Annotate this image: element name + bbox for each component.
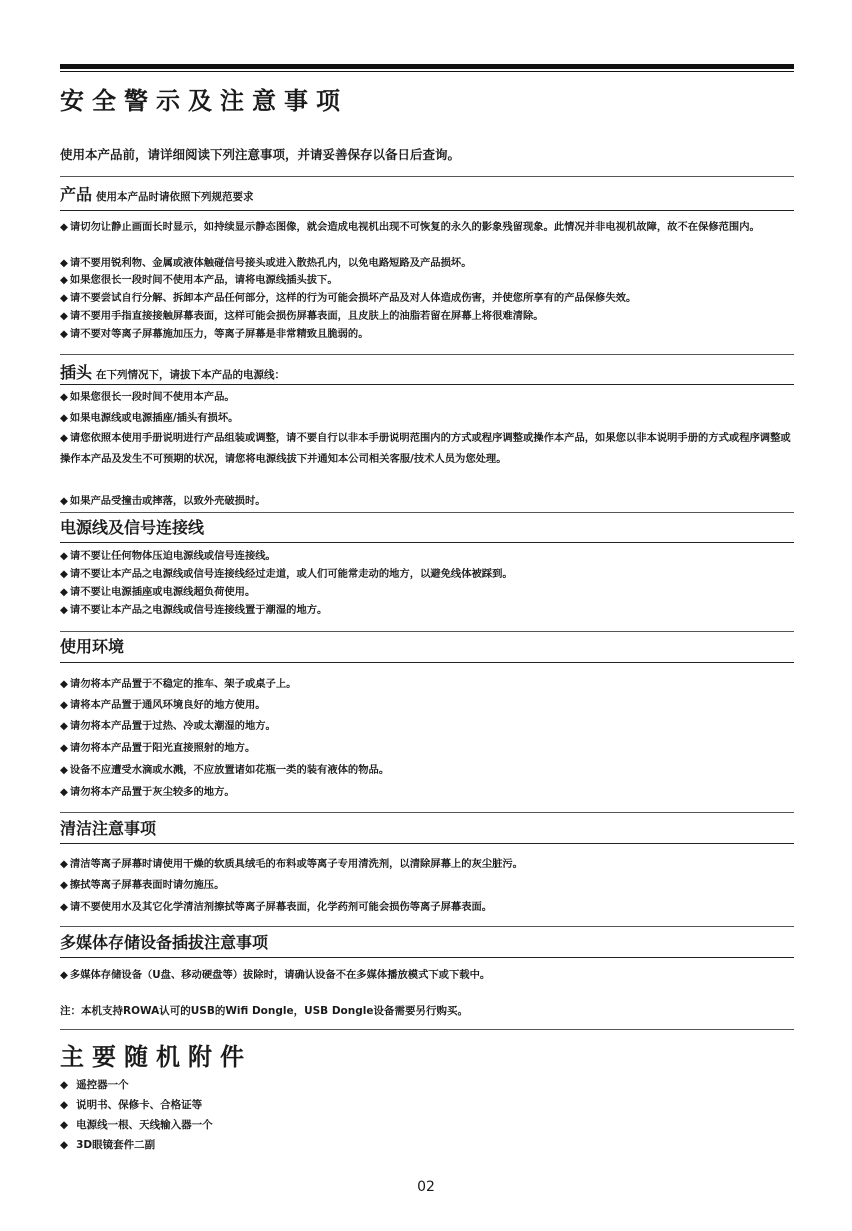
page-number: 02 <box>417 1179 435 1195</box>
bullet-icon: ◆ <box>60 901 68 913</box>
divider <box>60 384 794 385</box>
divider <box>60 926 794 927</box>
section-plug-heading <box>60 362 285 386</box>
list-item: ◆ 请不要让本产品之电源线或信号连接线经过走道，或人们可能常走动的地方，以避免线体被踩到。 <box>60 568 513 580</box>
bullet-icon: ◆ <box>60 328 68 340</box>
bullet-icon: ◆ <box>60 1099 69 1111</box>
list-item: ◆ 请不要让电源插座或电源线超负荷使用。 <box>60 586 256 598</box>
intro-text: 使用本产品前，请详细阅读下列注意事项，并请妥善保存以备日后查询。 <box>60 147 461 162</box>
divider <box>60 354 794 355</box>
list-item: ◆ 请将本产品置于通风环境良好的地方使用。 <box>60 699 266 711</box>
list-item: ◆ 如果您很长一段时间不使用本产品，请将电源线插头拔下。 <box>60 274 338 286</box>
divider <box>60 957 794 958</box>
media-note: 注：本机支持ROWA认可的USB的Wifi Dongle，USB Dongle设备需要另行购买。 <box>60 1005 468 1017</box>
list-item: ◆ 电源线一根、天线输入器一个 <box>60 1119 213 1131</box>
list-item: ◆ 请不要让本产品之电源线或信号连接线置于潮湿的地方。 <box>60 604 328 616</box>
section-title: 插头 <box>60 363 93 382</box>
list-item: ◆ 如果您很长一段时间不使用本产品。 <box>60 391 235 403</box>
section-subtitle: 在下列情况下，请拔下本产品的电源线： <box>96 369 286 381</box>
list-item: ◆ 请勿将本产品置于灰尘较多的地方。 <box>60 786 235 798</box>
bullet-icon: ◆ <box>60 720 68 732</box>
bullet-icon: ◆ <box>60 432 68 444</box>
divider <box>60 812 794 813</box>
accessories-title: 主要随机附件 <box>60 1043 252 1071</box>
divider <box>60 176 794 177</box>
section-cleaning-heading: 清洁注意事项 <box>60 819 157 838</box>
list-item: ◆ 请不要用手指直接接触屏幕表面，这样可能会损伤屏幕表面，且皮肤上的油脂若留在屏幕上将很难清除。 <box>60 310 544 322</box>
list-item: ◆ 请不要用锐利物、金属或液体触碰信号接头或进入散热孔内，以免电路短路及产品损坏。 <box>60 257 472 269</box>
bullet-icon: ◆ <box>60 678 68 690</box>
bullet-icon: ◆ <box>60 310 68 322</box>
list-item: ◆ 遥控器一个 <box>60 1079 129 1091</box>
header-rule-thick <box>60 64 794 69</box>
list-item: ◆ 请您依照本使用手册说明进行产品组装或调整，请不要自行以非本手册说明范围内的方式或程序调整或操作本产品，如果您以非本说明手册的方式或程序调整或操作本产品及发生不可预期的状况，请您将电源线拔下并通知本公司相关客服/技术人员为您处理。 <box>60 432 791 465</box>
divider <box>60 1029 794 1030</box>
bullet-icon: ◆ <box>60 742 68 754</box>
bullet-icon: ◆ <box>60 550 68 562</box>
divider <box>60 631 794 632</box>
list-item: ◆ 请切勿让静止画面长时显示，如持续显示静态图像，就会造成电视机出现不可恢复的永久的影象残留现象。此情况并非电视机故障，故不在保修范围内。 <box>60 221 760 233</box>
bullet-icon: ◆ <box>60 292 68 304</box>
divider <box>60 662 794 663</box>
list-item: ◆ 请不要使用水及其它化学清洁剂擦拭等离子屏幕表面，化学药剂可能会损伤等离子屏幕表面。 <box>60 901 493 913</box>
list-item: ◆ 请勿将本产品置于不稳定的推车、架子或桌子上。 <box>60 678 297 690</box>
section-title: 产品 <box>60 185 93 204</box>
bullet-icon: ◆ <box>60 568 68 580</box>
section-media-heading: 多媒体存储设备插拔注意事项 <box>60 933 269 952</box>
bullet-icon: ◆ <box>60 699 68 711</box>
divider <box>60 843 794 844</box>
bullet-icon: ◆ <box>60 391 68 403</box>
bullet-icon: ◆ <box>60 495 68 507</box>
divider <box>60 512 794 513</box>
bullet-icon: ◆ <box>60 257 68 269</box>
list-item: ◆ 请勿将本产品置于过热、冷或太潮湿的地方。 <box>60 720 276 732</box>
section-product-heading <box>60 184 254 208</box>
bullet-icon: ◆ <box>60 969 68 981</box>
bullet-icon: ◆ <box>60 1119 69 1131</box>
page-title: 安全警示及注意事项 <box>60 87 348 115</box>
bullet-icon: ◆ <box>60 1139 69 1151</box>
bullet-icon: ◆ <box>60 879 68 891</box>
bullet-icon: ◆ <box>60 604 68 616</box>
bullet-icon: ◆ <box>60 764 68 776</box>
bullet-icon: ◆ <box>60 221 68 233</box>
bullet-icon: ◆ <box>60 274 68 286</box>
header-rule-thin <box>60 71 794 72</box>
list-item: ◆ 设备不应遭受水滴或水溅，不应放置诸如花瓶一类的装有液体的物品。 <box>60 764 390 776</box>
list-item: ◆ 请勿将本产品置于阳光直接照射的地方。 <box>60 742 256 754</box>
bullet-icon: ◆ <box>60 786 68 798</box>
list-item: ◆ 请不要对等离子屏幕施加压力，等离子屏幕是非常精致且脆弱的。 <box>60 328 369 340</box>
list-item: ◆ 多媒体存储设备（U盘、移动硬盘等）拔除时，请确认设备不在多媒体播放模式下或下载中。 <box>60 969 491 981</box>
list-item: ◆ 3D眼镜套件二副 <box>60 1139 156 1151</box>
section-subtitle: 使用本产品时请依照下列规范要求 <box>96 191 254 203</box>
list-item: ◆ 擦拭等离子屏幕表面时请勿施压。 <box>60 879 225 891</box>
list-item: ◆ 清洁等离子屏幕时请使用干燥的软质具绒毛的布料或等离子专用清洗剂，以清除屏幕上的灰尘脏污。 <box>60 858 523 870</box>
bullet-icon: ◆ <box>60 858 68 870</box>
list-item: ◆ 请不要让任何物体压迫电源线或信号连接线。 <box>60 550 276 562</box>
list-item: ◆ 如果产品受撞击或摔落，以致外壳破损时。 <box>60 495 266 507</box>
list-item: ◆ 说明书、保修卡、合格证等 <box>60 1099 203 1111</box>
bullet-icon: ◆ <box>60 412 68 424</box>
list-item: ◆ 请不要尝试自行分解、拆卸本产品任何部分，这样的行为可能会损坏产品及对人体造成伤害，并使您所享有的产品保修失效。 <box>60 292 637 304</box>
section-environment-heading: 使用环境 <box>60 637 125 656</box>
divider <box>60 542 794 543</box>
bullet-icon: ◆ <box>60 1079 69 1091</box>
list-item: ◆ 如果电源线或电源插座/插头有损坏。 <box>60 412 239 424</box>
section-cable-heading: 电源线及信号连接线 <box>60 518 205 537</box>
divider <box>60 210 794 211</box>
bullet-icon: ◆ <box>60 586 68 598</box>
